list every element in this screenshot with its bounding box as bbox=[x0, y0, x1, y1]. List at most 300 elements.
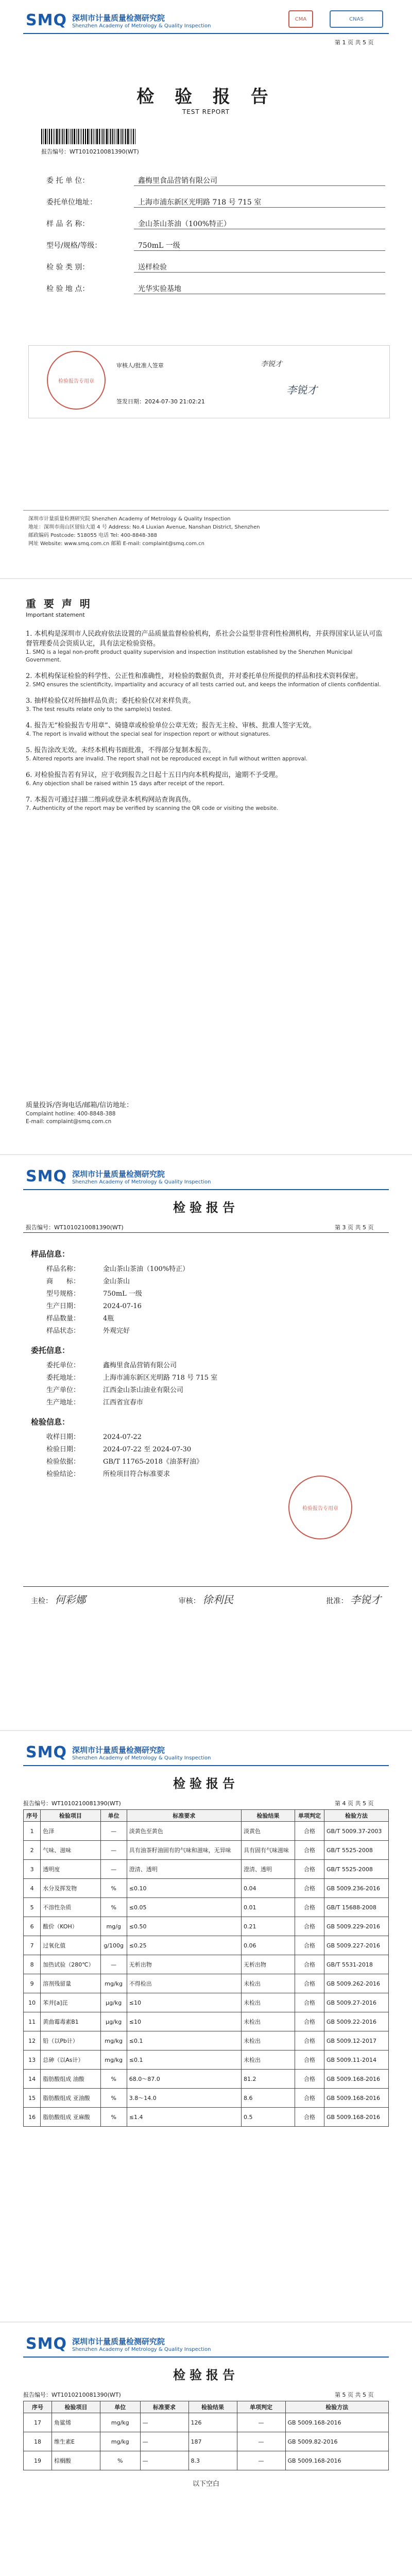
info-row bbox=[31, 1263, 381, 1276]
table-cell: mg/kg bbox=[100, 2050, 127, 2070]
info-label: 检验依据： bbox=[46, 1458, 80, 1466]
table-cell: 未检出 bbox=[241, 2031, 295, 2050]
table-cell: 具有固有气味滋味 bbox=[241, 1841, 295, 1860]
signature-row bbox=[31, 1591, 381, 1606]
approver-signature: 李锐才 bbox=[286, 384, 317, 396]
table-cell: 酸价（KOH） bbox=[41, 1917, 100, 1936]
table-cell: 合格 bbox=[295, 1955, 324, 1974]
smq-logo: SMQ bbox=[26, 2335, 67, 2353]
table-cell: 无析出物 bbox=[127, 1955, 241, 1974]
table-cell: 苯并[a]芘 bbox=[41, 1993, 100, 2012]
info-value: 上海市浦东新区光明路 718 号 715 室 bbox=[103, 1374, 218, 1382]
info-value: 金山茶山茶油（100%特正） bbox=[103, 1265, 190, 1273]
report-number-label: 报告编号： bbox=[41, 148, 70, 155]
table-cell: 合格 bbox=[295, 1879, 324, 1898]
table-row bbox=[24, 1860, 389, 1879]
table-cell: 14 bbox=[24, 2070, 41, 2089]
table-cell: ≤0.50 bbox=[127, 1917, 241, 1936]
report-number bbox=[41, 147, 139, 156]
footer-line: 网址 Website: www.smq.com.cn 邮箱 E-mail: complaint@smq.com.cn bbox=[28, 541, 204, 547]
table-cell: GB 5009.168-2016 bbox=[285, 2413, 388, 2432]
table-cell: — bbox=[237, 2413, 285, 2432]
info-row bbox=[31, 1313, 381, 1325]
table-cell: GB 5009.236-2016 bbox=[324, 1879, 388, 1898]
info-value: 金山茶山 bbox=[103, 1278, 130, 1285]
table-cell: 0.5 bbox=[241, 2108, 295, 2127]
table-row bbox=[24, 2050, 389, 2070]
section-heading: 样品信息： bbox=[31, 1249, 70, 1259]
table-row bbox=[24, 1841, 389, 1860]
table-cell: 不得检出 bbox=[127, 1974, 241, 1993]
info-value: 2024-07-16 bbox=[103, 1302, 142, 1310]
table-cell: % bbox=[100, 1879, 127, 1898]
statement-item-en: 2. SMQ ensures the scientificity, impartiality and accuracy of all tests carried out, and keeps the information of clients confidential. bbox=[26, 682, 381, 688]
statement-item-cn: 2. 本机构保证检验的科学性、公正性和准确性，对检验的数据负责，并对委托单位所提供的样品和技术资料保密。 bbox=[26, 672, 363, 680]
statement-page bbox=[0, 580, 412, 1152]
sign-date: 签发日期：2024-07-30 21:02:21 bbox=[116, 398, 205, 405]
table-cell: 19 bbox=[24, 2451, 52, 2470]
barcode-icon bbox=[41, 129, 136, 144]
end-note: 以下空白 bbox=[192, 2480, 219, 2488]
statement-item-en: 5. Altered reports are invalid. The report shall not be reproduced except in full without written approval. bbox=[26, 756, 308, 762]
table-cell: 未检出 bbox=[241, 1974, 295, 1993]
table-cell: 合格 bbox=[295, 2070, 324, 2089]
results-page bbox=[0, 1732, 412, 2319]
statement-item bbox=[26, 696, 386, 714]
cma-seal-icon: CMA bbox=[288, 10, 313, 28]
table-cell: 合格 bbox=[295, 2012, 324, 2031]
info-value: 750mL 一级 bbox=[103, 1290, 142, 1298]
table-cell: 17 bbox=[24, 2413, 52, 2432]
inspection-seal-icon: 检验报告专用章 bbox=[47, 351, 106, 410]
table-cell: 未检出 bbox=[241, 2050, 295, 2070]
report-number: 报告编号：WT1010210081390(WT) bbox=[26, 1224, 124, 1231]
table-cell: 无析出物 bbox=[241, 1955, 295, 1974]
table-cell: ≤0.10 bbox=[127, 1879, 241, 1898]
table-cell: GB 5009.168-2016 bbox=[324, 2089, 388, 2108]
table-cell: 126 bbox=[188, 2413, 237, 2432]
info-value: 鑫梅里食品营销有限公司 bbox=[103, 1362, 177, 1369]
table-cell: — bbox=[237, 2432, 285, 2451]
statement-title: 重 要 声 明 bbox=[26, 598, 92, 610]
table-cell: 4 bbox=[24, 1879, 41, 1898]
cover-field-label: 检 验 地 点： bbox=[46, 285, 90, 293]
page-number: 第 3 页 共 5 页 bbox=[335, 1224, 374, 1231]
table-cell: 8 bbox=[24, 1955, 41, 1974]
contact-line: E-mail: complaint@smq.com.cn bbox=[26, 1118, 112, 1125]
table-cell: GB 5009.12-2017 bbox=[324, 2031, 388, 2050]
table-cell: GB/T 5525-2008 bbox=[324, 1841, 388, 1860]
statement-item bbox=[26, 721, 386, 738]
cover-field-label: 检 验 类 别： bbox=[46, 263, 90, 272]
results-page-2 bbox=[0, 2324, 412, 2576]
cover-field-row bbox=[46, 283, 385, 294]
info-value: 江西省宜春市 bbox=[103, 1399, 144, 1406]
table-cell: 合格 bbox=[295, 2050, 324, 2070]
statement-item-en: 1. SMQ is a legal non-profit product quality supervision and inspection institution established by the Shenzhen Municipal Government. bbox=[26, 649, 353, 663]
contact-line: Complaint hotline: 400-8848-388 bbox=[26, 1111, 116, 1117]
cover-field-row bbox=[46, 240, 385, 251]
institute-name-en: Shenzhen Academy of Metrology & Quality Inspection bbox=[72, 1179, 211, 1185]
table-cell: 9 bbox=[24, 1974, 41, 1993]
table-cell: 不溶性杂质 bbox=[41, 1898, 100, 1917]
table-cell: 18 bbox=[24, 2432, 52, 2451]
table-cell: 气味、滋味 bbox=[41, 1841, 100, 1860]
header-rule bbox=[23, 2357, 389, 2358]
cover-field-value: 金山茶山茶油（100%特正） bbox=[134, 218, 385, 229]
approver-name: 李锐才 bbox=[261, 360, 282, 368]
info-row bbox=[31, 1384, 381, 1397]
table-cell: 7 bbox=[24, 1936, 41, 1955]
table-cell: 具有油茶籽油固有的气味和滋味，无异味 bbox=[127, 1841, 241, 1860]
table-cell: 未检出 bbox=[241, 1993, 295, 2012]
table-cell: 5 bbox=[24, 1898, 41, 1917]
table-cell: 加热试验（280℃） bbox=[41, 1955, 100, 1974]
table-row bbox=[24, 2432, 389, 2451]
statement-item-en: 6. Any objection shall be raised within 15 days after receipt of the report. bbox=[26, 781, 225, 787]
statement-item-cn: 4. 报告无“检验报告专用章”、骑缝章或检验单位公章无效；报告无主检、审核、批准人签字无效。 bbox=[26, 722, 316, 730]
statement-item-cn: 1. 本机构是深圳市人民政府依法设置的产品质量监督检验机构，系社会公益型非营利性检测机构，并获得国家认证认可监督管理委员会资质认定，具有法定检验资格。 bbox=[26, 630, 383, 648]
table-cell: 澄清、透明 bbox=[241, 1860, 295, 1879]
info-value: GB/T 11765-2018《油茶籽油》 bbox=[103, 1458, 203, 1466]
column-header: 检验项目 bbox=[41, 1810, 100, 1822]
table-cell: 15 bbox=[24, 2089, 41, 2108]
table-cell: 水分及挥发物 bbox=[41, 1879, 100, 1898]
info-label: 生产地址： bbox=[46, 1399, 80, 1406]
info-row bbox=[31, 1360, 381, 1372]
table-cell: mg/kg bbox=[100, 2031, 127, 2050]
table-cell: μg/kg bbox=[100, 1993, 127, 2012]
column-header: 单项判定 bbox=[295, 1810, 324, 1822]
table-cell: GB/T 5531-2018 bbox=[324, 1955, 388, 1974]
cover-field-row bbox=[46, 262, 385, 273]
column-header: 序号 bbox=[24, 2401, 52, 2413]
page-divider bbox=[0, 1154, 412, 1155]
table-cell: 合格 bbox=[295, 2031, 324, 2050]
table-cell: mg/kg bbox=[100, 2413, 140, 2432]
table-cell: GB 5009.262-2016 bbox=[324, 1974, 388, 1993]
cover-field-label: 型号/规格/等级： bbox=[46, 242, 102, 250]
table-cell: % bbox=[100, 1898, 127, 1917]
table-cell: 10 bbox=[24, 1993, 41, 2012]
statement-item-cn: 7. 本报告可通过扫描二维码或登录本机构网站查询真伪。 bbox=[26, 796, 195, 804]
table-cell: — bbox=[140, 2413, 188, 2432]
info-value: 2024-07-22 至 2024-07-30 bbox=[103, 1446, 192, 1453]
table-row bbox=[24, 2451, 389, 2470]
table-cell: 合格 bbox=[295, 1936, 324, 1955]
table-cell: % bbox=[100, 2108, 127, 2127]
reviewer-sign: 审核： 徐利民 bbox=[178, 1594, 234, 1606]
table-cell: 淡黄色 bbox=[241, 1822, 295, 1841]
table-cell: ≤0.1 bbox=[127, 2050, 241, 2070]
page-number: 第 5 页 共 5 页 bbox=[335, 2392, 374, 2398]
table-cell: GB 5009.82-2016 bbox=[285, 2432, 388, 2451]
table-cell: 13 bbox=[24, 2050, 41, 2070]
table-cell: ≤10 bbox=[127, 2012, 241, 2031]
table-cell: GB 5009.11-2014 bbox=[324, 2050, 388, 2070]
table-cell: 合格 bbox=[295, 2108, 324, 2127]
report-number-value: WT1010210081390(WT) bbox=[70, 148, 139, 155]
table-header-row bbox=[24, 1810, 389, 1822]
header-rule bbox=[23, 1189, 389, 1190]
page-title: 检验报告 bbox=[173, 1776, 239, 1791]
column-header: 单位 bbox=[100, 2401, 140, 2413]
column-header: 单项判定 bbox=[237, 2401, 285, 2413]
info-value: 所检项目符合标准要求 bbox=[103, 1470, 170, 1478]
column-header: 检验结果 bbox=[188, 2401, 237, 2413]
info-row bbox=[31, 1397, 381, 1409]
statement-item bbox=[26, 795, 386, 812]
table-cell: 未检出 bbox=[241, 2012, 295, 2031]
statement-item-cn: 3. 抽样检验仅对所抽样品负责；委托检验仅对来样负责。 bbox=[26, 697, 195, 705]
info-label: 样品状态： bbox=[46, 1327, 80, 1335]
inspection-seal-icon: 检验报告专用章 bbox=[288, 1476, 352, 1539]
sample-info-body bbox=[31, 1241, 381, 1481]
table-cell: 铅（以Pb计） bbox=[41, 2031, 100, 2050]
header-rule bbox=[23, 1232, 389, 1233]
column-header: 检验方法 bbox=[324, 1810, 388, 1822]
page-divider bbox=[0, 1730, 412, 1731]
table-cell: GB 5009.22-2016 bbox=[324, 2012, 388, 2031]
info-label: 委托地址： bbox=[46, 1374, 80, 1382]
sample-info-page bbox=[0, 1156, 412, 1728]
table-cell: — bbox=[140, 2432, 188, 2451]
table-cell: ≤0.25 bbox=[127, 1936, 241, 1955]
cover-field-row bbox=[46, 175, 385, 186]
info-row bbox=[31, 1444, 381, 1456]
info-row bbox=[31, 1325, 381, 1337]
table-cell: GB/T 5009.37-2003 bbox=[324, 1822, 388, 1841]
info-label: 收样日期： bbox=[46, 1433, 80, 1441]
section-heading: 检验信息： bbox=[31, 1417, 70, 1427]
table-cell: 1 bbox=[24, 1822, 41, 1841]
institute-name-en: Shenzhen Academy of Metrology & Quality Inspection bbox=[72, 2346, 211, 2352]
info-row bbox=[31, 1456, 381, 1468]
table-row bbox=[24, 1955, 389, 1974]
cover-page bbox=[0, 0, 412, 577]
info-label: 生产单位： bbox=[46, 1386, 80, 1394]
table-row bbox=[24, 2413, 389, 2432]
results-table bbox=[23, 1809, 389, 2127]
info-label: 商 标： bbox=[46, 1278, 80, 1285]
info-label: 检验日期： bbox=[46, 1446, 80, 1453]
table-cell: 合格 bbox=[295, 1822, 324, 1841]
header-rule bbox=[23, 33, 389, 34]
table-cell: 角鲨烯 bbox=[52, 2413, 100, 2432]
institute-logo bbox=[26, 11, 211, 29]
table-cell: 16 bbox=[24, 2108, 41, 2127]
footer-line: 深圳市计量质量检测研究院 Shenzhen Academy of Metrology & Quality Inspection bbox=[28, 516, 231, 522]
table-row bbox=[24, 1879, 389, 1898]
table-row bbox=[24, 1993, 389, 2012]
smq-logo: SMQ bbox=[26, 11, 67, 29]
table-cell: GB/T 5525-2008 bbox=[324, 1860, 388, 1879]
table-cell: 淡黄色至黄色 bbox=[127, 1822, 241, 1841]
page-divider bbox=[0, 578, 412, 579]
table-cell: — bbox=[237, 2451, 285, 2470]
table-row bbox=[24, 1936, 389, 1955]
info-value: 外观完好 bbox=[103, 1327, 130, 1335]
table-cell: 合格 bbox=[295, 2089, 324, 2108]
table-cell: 0.21 bbox=[241, 1917, 295, 1936]
statement-item bbox=[26, 671, 386, 689]
cover-field-value: 上海市浦东新区光明路 718 号 715 室 bbox=[134, 197, 385, 208]
table-cell: 8.6 bbox=[241, 2089, 295, 2108]
table-cell: 68.0～87.0 bbox=[127, 2070, 241, 2089]
table-cell: — bbox=[100, 1955, 127, 1974]
table-cell: 3 bbox=[24, 1860, 41, 1879]
table-cell: mg/g bbox=[100, 1917, 127, 1936]
statement-item bbox=[26, 745, 386, 763]
table-cell: % bbox=[100, 2070, 127, 2089]
table-cell: — bbox=[100, 1822, 127, 1841]
info-row bbox=[31, 1288, 381, 1300]
column-header: 序号 bbox=[24, 1810, 41, 1822]
table-row bbox=[24, 1822, 389, 1841]
contact-title: 质量投诉/咨询电话/邮箱/信访地址： bbox=[26, 1101, 133, 1109]
statement-heading bbox=[26, 596, 92, 618]
report-title: 检 验 报 告 bbox=[136, 87, 276, 107]
table-cell: GB 5009.229-2016 bbox=[324, 1917, 388, 1936]
table-cell: μg/kg bbox=[100, 2012, 127, 2031]
cover-footer bbox=[28, 515, 389, 548]
table-row bbox=[24, 2108, 389, 2127]
cover-field-value: 光华实验基地 bbox=[134, 283, 385, 294]
approver-sign: 批准： 李锐才 bbox=[326, 1594, 381, 1606]
table-cell: — bbox=[100, 1841, 127, 1860]
results-table bbox=[23, 2401, 389, 2470]
institute-name-cn: 深圳市计量质量检测研究院 bbox=[72, 2336, 165, 2346]
institute-name-cn: 深圳市计量质量检测研究院 bbox=[72, 1169, 165, 1179]
table-cell: 合格 bbox=[295, 1860, 324, 1879]
cover-field-row bbox=[46, 218, 385, 229]
institute-logo bbox=[26, 1167, 211, 1185]
statement-item-en: 3. The test results relate only to the sample(s) tested. bbox=[26, 706, 172, 713]
table-cell: g/100g bbox=[100, 1936, 127, 1955]
statement-title-en: Important statement bbox=[26, 612, 85, 618]
page-title: 检验报告 bbox=[173, 1200, 239, 1215]
table-row bbox=[24, 2012, 389, 2031]
statement-item-cn: 5. 报告涂改无效。未经本机构书面批准，不得部分复制本报告。 bbox=[26, 747, 215, 754]
info-label: 型号规格： bbox=[46, 1290, 80, 1298]
table-cell: 12 bbox=[24, 2031, 41, 2050]
column-header: 检验项目 bbox=[52, 2401, 100, 2413]
table-header-row bbox=[24, 2401, 389, 2413]
table-cell: 3.8～14.0 bbox=[127, 2089, 241, 2108]
table-cell: 合格 bbox=[295, 1898, 324, 1917]
table-cell: 187 bbox=[188, 2432, 237, 2451]
info-label: 委托单位： bbox=[46, 1362, 80, 1369]
table-row bbox=[24, 1974, 389, 1993]
cover-field-row bbox=[46, 197, 385, 208]
statement-item-en: 4. The report is invalid without the special seal for inspection report or without signatures. bbox=[26, 731, 271, 737]
institute-name-en: Shenzhen Academy of Metrology & Quality Inspection bbox=[72, 1755, 211, 1761]
institute-name-en: Shenzhen Academy of Metrology & Quality Inspection bbox=[72, 23, 211, 29]
table-cell: 脂肪酸组成 油酸 bbox=[41, 2070, 100, 2089]
table-cell: % bbox=[100, 2451, 140, 2470]
table-cell: mg/kg bbox=[100, 1974, 127, 1993]
cover-field-label: 委 托 单 位： bbox=[46, 177, 90, 185]
column-header: 单位 bbox=[100, 1810, 127, 1822]
table-row bbox=[24, 1898, 389, 1917]
table-cell: ≤0.1 bbox=[127, 2031, 241, 2050]
table-cell: mg/kg bbox=[100, 2432, 140, 2451]
table-cell: 维生素E bbox=[52, 2432, 100, 2451]
table-cell: 合格 bbox=[295, 1993, 324, 2012]
institute-logo bbox=[26, 2335, 211, 2353]
cover-field-label: 样 品 名 称： bbox=[46, 220, 90, 228]
info-label: 生产日期： bbox=[46, 1302, 80, 1310]
table-row bbox=[24, 1917, 389, 1936]
table-cell: 黄曲霉毒素B1 bbox=[41, 2012, 100, 2031]
cover-field-label: 委托单位地址： bbox=[46, 198, 97, 207]
table-row bbox=[24, 2070, 389, 2089]
table-cell: GB 5009.227-2016 bbox=[324, 1936, 388, 1955]
info-label: 样品名称： bbox=[46, 1265, 80, 1273]
page-number: 第 1 页 共 5 页 bbox=[335, 39, 374, 46]
table-cell: 合格 bbox=[295, 1841, 324, 1860]
table-cell: ≤0.05 bbox=[127, 1898, 241, 1917]
table-cell: 2 bbox=[24, 1841, 41, 1860]
column-header: 标准要求 bbox=[127, 1810, 241, 1822]
info-row bbox=[31, 1300, 381, 1313]
report-number: 报告编号：WT1010210081390(WT) bbox=[23, 2392, 121, 2398]
report-number: 报告编号：WT1010210081390(WT) bbox=[23, 1800, 121, 1807]
info-row bbox=[31, 1431, 381, 1444]
column-header: 标准要求 bbox=[140, 2401, 188, 2413]
table-cell: 81.2 bbox=[241, 2070, 295, 2089]
table-cell: 合格 bbox=[295, 1917, 324, 1936]
info-row bbox=[31, 1372, 381, 1384]
info-label: 检验结论： bbox=[46, 1470, 80, 1478]
column-header: 检验方法 bbox=[285, 2401, 388, 2413]
info-value: 江西金山茶山油业有限公司 bbox=[103, 1386, 184, 1394]
column-header: 检验结果 bbox=[241, 1810, 295, 1822]
approval-box bbox=[28, 345, 390, 418]
table-cell: 澄清、透明 bbox=[127, 1860, 241, 1879]
table-cell: 溶剂残留量 bbox=[41, 1974, 100, 1993]
section-heading: 委托信息： bbox=[31, 1346, 70, 1355]
table-cell: 8.3 bbox=[188, 2451, 237, 2470]
cover-field-value: 送样检验 bbox=[134, 262, 385, 273]
table-cell: 透明度 bbox=[41, 1860, 100, 1879]
contact-lines bbox=[26, 1110, 386, 1126]
page-number: 第 4 页 共 5 页 bbox=[335, 1800, 374, 1807]
statement-item-en: 7. Authenticity of the report may be verified by scanning the QR code or visiting the website. bbox=[26, 805, 279, 811]
table-cell: 过氧化值 bbox=[41, 1936, 100, 1955]
info-row bbox=[31, 1276, 381, 1288]
institute-name-cn: 深圳市计量质量检测研究院 bbox=[72, 13, 165, 23]
table-cell: GB 5009.168-2016 bbox=[324, 2070, 388, 2089]
page-divider bbox=[0, 2321, 412, 2323]
cover-field-value: 750mL 一级 bbox=[134, 240, 385, 251]
smq-logo: SMQ bbox=[26, 1167, 67, 1185]
table-row bbox=[24, 2031, 389, 2050]
table-cell: 0.04 bbox=[241, 1879, 295, 1898]
statement-item bbox=[26, 770, 386, 788]
table-cell: ≤1.4 bbox=[127, 2108, 241, 2127]
report-title-en: TEST REPORT bbox=[182, 108, 230, 115]
institute-name-cn: 深圳市计量质量检测研究院 bbox=[72, 1745, 165, 1755]
table-cell: 脂肪酸组成 亚油酸 bbox=[41, 2089, 100, 2108]
info-value: 2024-07-22 bbox=[103, 1433, 142, 1441]
table-cell: — bbox=[100, 1860, 127, 1879]
table-cell: 色泽 bbox=[41, 1822, 100, 1841]
info-label: 样品数量： bbox=[46, 1315, 80, 1323]
contact-block bbox=[26, 1100, 386, 1126]
smq-logo: SMQ bbox=[26, 1743, 67, 1761]
table-cell: 棕榈酸 bbox=[52, 2451, 100, 2470]
